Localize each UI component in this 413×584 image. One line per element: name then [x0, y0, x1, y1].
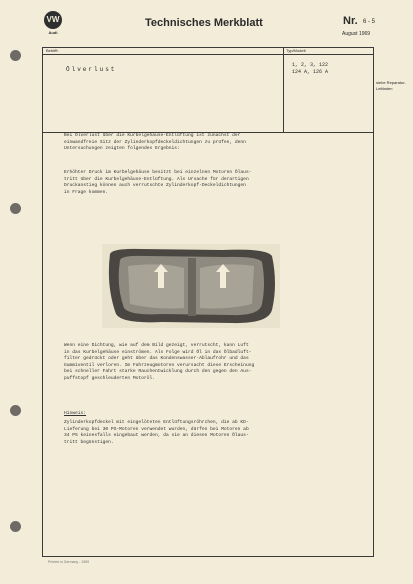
model-value: [292, 62, 328, 76]
punch-hole: [10, 50, 21, 61]
audi-logo-label: Audi: [48, 30, 58, 35]
punch-hole: [10, 521, 21, 532]
paragraph: Wenn eine Dichtung, wie auf dem Bild gezeigt, verrutscht, kann Luft in das Kurbelgehäuse einströmen. Als Folge wird Öl in das Ölbadluft- filter gedrückt oder geht über das Kondenswasser-Ablaufrohr und das Gummiventil verloren. Im Fahrzeugmotoren verursacht diese Erscheinung bei schneller Fahrt starke Rauchentwicklung durch den gegen den Aus- puffstopf geschleuderten Motoröl.: [64, 343, 255, 381]
footer-print-note: Printed in Germany - 1969: [48, 560, 90, 564]
document-title: Technisches Merkblatt: [145, 17, 263, 29]
divider: [42, 54, 373, 55]
cylinder-head-cover-photo: [102, 244, 280, 328]
typ-label: Typ/Modell:: [286, 48, 307, 53]
document-date: August 1969: [342, 31, 371, 37]
model-line: 124 A, 126 A: [292, 69, 329, 75]
center-rib: [188, 258, 196, 316]
paragraph: Bei Ölverlust über die Kurbelgehäuse-Entlüftung ist zunächst der einwandfreie Sitz der Zylinderkopfdeckeldichtungen zu prüfen, denn Untersuchungen zeigten folgendes Ergebnis:: [64, 133, 246, 152]
subject-value: Ölverlust: [66, 66, 117, 73]
hinweis-heading: Hinweis:: [64, 411, 87, 416]
number-value: 6 - 5: [363, 19, 376, 25]
punch-hole: [10, 405, 21, 416]
number-label: Nr.: [343, 15, 358, 27]
paragraph: Erhöhter Druck im Kurbelgehäuse besitzt bei einzelnen Motoren Ölaus- tritt über die Kurbelgehäuse-Entlüftung. Als Ursache für derartigen Druckanstieg können auch verrutschte Zylinderkopf-Deckeldichtungen in Frage kommen.: [64, 170, 252, 195]
paragraph: Zylinderkopfdeckel mit eingelöteten Entlüftungsröhrchen, die ab KD- Lieferung bei 30 PS-Motoren verwendet wurden, dürfen bei Motoren ab 34 PS keinesfalls eingebaut werden, da sie an diesen Motoren Ölaus- tritt begünstigen.: [64, 420, 249, 445]
divider: [283, 47, 284, 132]
model-line: 1, 2, 3, 122: [292, 62, 329, 68]
betrifft-label: Betrifft:: [46, 48, 59, 53]
side-note: siehe Reparatur-Leitfaden: [376, 80, 406, 91]
vw-logo: VW: [44, 11, 62, 29]
punch-hole: [10, 203, 21, 214]
